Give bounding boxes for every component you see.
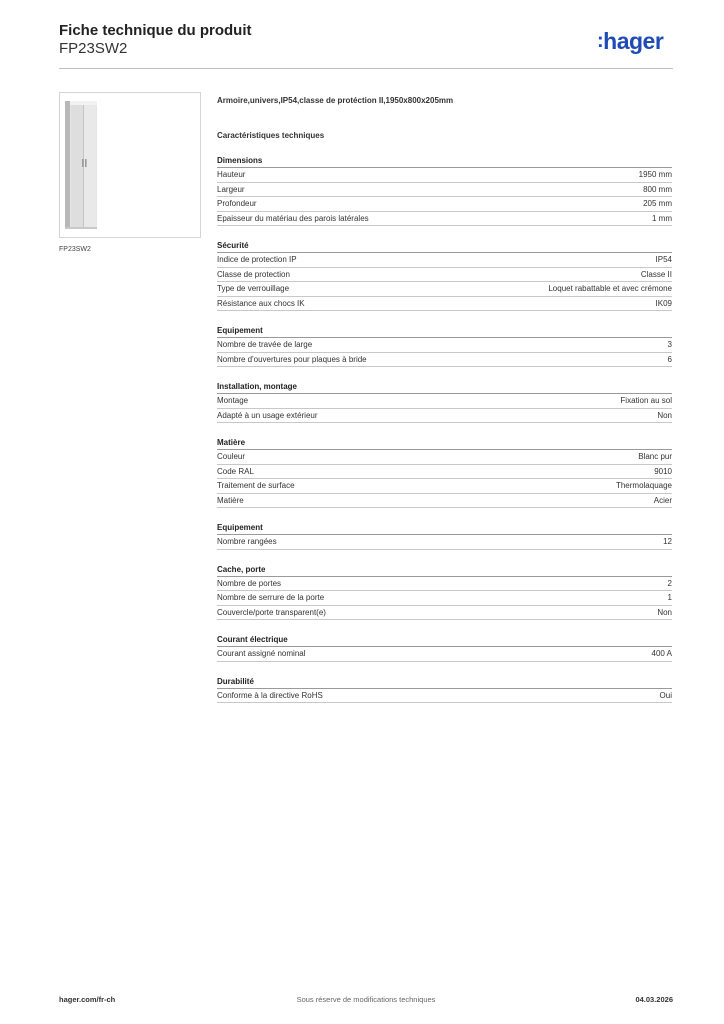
spec-section — [217, 523, 672, 550]
document-header — [59, 22, 252, 58]
spec-row — [217, 689, 672, 704]
spec-row — [217, 197, 672, 212]
section-title: Dimensions — [217, 156, 672, 168]
section-title: Cache, porte — [217, 565, 672, 577]
spec-row — [217, 647, 672, 662]
spec-row — [217, 465, 672, 480]
spec-value: 205 mm — [643, 199, 672, 208]
spec-row — [217, 338, 672, 353]
spec-label: Résistance aux chocs IK — [217, 298, 305, 308]
spec-label: Matière — [217, 495, 244, 505]
spec-label: Nombre de travée de large — [217, 340, 313, 349]
spec-label: Nombre rangées — [217, 537, 277, 546]
cabinet-image — [65, 101, 97, 229]
spec-row — [217, 535, 672, 550]
spec-value: 800 mm — [643, 184, 672, 194]
section-title: Courant électrique — [217, 635, 672, 647]
spec-section — [217, 635, 672, 662]
page-title: Fiche technique du produit — [59, 22, 252, 39]
spec-row — [217, 577, 672, 592]
spec-value: 1950 mm — [638, 170, 672, 179]
spec-row — [217, 409, 672, 424]
spec-label: Conforme à la directive RoHS — [217, 690, 323, 700]
spec-section — [217, 326, 672, 367]
spec-row — [217, 591, 672, 606]
spec-value: 1 mm — [652, 213, 672, 223]
spec-row — [217, 212, 672, 227]
spec-value: Classe II — [640, 269, 672, 279]
section-title: Equipement — [217, 326, 672, 338]
spec-value: Thermolaquage — [615, 481, 672, 490]
spec-section — [217, 438, 672, 508]
hager-logo — [597, 28, 663, 54]
spec-label: Montage — [217, 396, 249, 405]
spec-value: IK09 — [655, 298, 672, 308]
spec-section — [217, 382, 672, 423]
spec-section — [217, 677, 672, 704]
spec-value: 3 — [667, 340, 672, 349]
spec-section — [217, 156, 672, 226]
spec-label: Nombre de portes — [217, 578, 282, 588]
spec-row — [217, 168, 672, 183]
spec-label: Couvercle/porte transparent(e) — [217, 607, 326, 617]
spec-label: Classe de protection — [217, 269, 290, 279]
spec-label: Epaisseur du matériau des parois latérales — [217, 213, 369, 223]
product-reference: FP23SW2 — [59, 40, 128, 57]
spec-value: Non — [657, 607, 672, 617]
section-title: Matière — [217, 438, 672, 450]
spec-value: 9010 — [654, 466, 672, 476]
header-divider — [59, 68, 673, 69]
spec-label: Nombre d'ouvertures pour plaques à bride — [217, 354, 367, 364]
section-title: Sécurité — [217, 241, 672, 253]
spec-section — [217, 241, 672, 311]
spec-value: 2 — [667, 578, 672, 588]
spec-row — [217, 450, 672, 465]
page-footer — [59, 995, 673, 1007]
spec-value: 6 — [667, 354, 672, 364]
logo-dots-icon: : — [597, 30, 604, 52]
footer-website: hager.com/fr-ch — [59, 995, 116, 1004]
footer-notice: Sous réserve de modifications techniques — [296, 995, 436, 1004]
spec-value: Blanc pur — [638, 452, 672, 461]
logo-text: hager — [603, 28, 664, 54]
image-caption: FP23SW2 — [59, 246, 91, 253]
spec-label: Type de verrouillage — [217, 284, 290, 293]
section-title: Equipement — [217, 523, 672, 535]
tech-heading: Caractéristiques techniques — [217, 131, 325, 140]
spec-row — [217, 253, 672, 268]
spec-row — [217, 282, 672, 297]
spec-value: Acier — [653, 495, 672, 505]
spec-value: 12 — [663, 537, 672, 546]
spec-value: Fixation au sol — [620, 396, 672, 405]
spec-label: Courant assigné nominal — [217, 649, 306, 658]
spec-label: Traitement de surface — [217, 481, 295, 490]
product-details — [217, 96, 672, 703]
product-image-frame — [59, 92, 201, 238]
spec-row — [217, 479, 672, 494]
spec-value: 1 — [667, 593, 672, 602]
spec-label: Nombre de serrure de la porte — [217, 593, 325, 602]
section-title: Installation, montage — [217, 382, 672, 394]
spec-value: Non — [657, 410, 672, 420]
spec-label: Indice de protection IP — [217, 255, 297, 264]
spec-row — [217, 494, 672, 509]
spec-label: Largeur — [217, 184, 245, 194]
spec-value: Oui — [659, 690, 672, 700]
spec-row — [217, 353, 672, 368]
spec-row — [217, 394, 672, 409]
footer-date: 04.03.2026 — [635, 995, 673, 1004]
spec-value: Loquet rabattable et avec crémone — [548, 284, 672, 293]
spec-row — [217, 183, 672, 198]
spec-sections — [217, 156, 672, 703]
spec-row — [217, 297, 672, 312]
spec-row — [217, 268, 672, 283]
section-title: Durabilité — [217, 677, 672, 689]
spec-label: Hauteur — [217, 170, 246, 179]
spec-label: Adapté à un usage extérieur — [217, 410, 318, 420]
spec-value: IP54 — [655, 255, 672, 264]
spec-row — [217, 606, 672, 621]
product-description: Armoire,univers,IP54,classe de protéction II,1950x800x205mm — [217, 96, 454, 105]
spec-label: Code RAL — [217, 466, 254, 476]
spec-section — [217, 565, 672, 621]
spec-label: Couleur — [217, 452, 246, 461]
spec-value: 400 A — [651, 649, 672, 658]
spec-label: Profondeur — [217, 199, 257, 208]
